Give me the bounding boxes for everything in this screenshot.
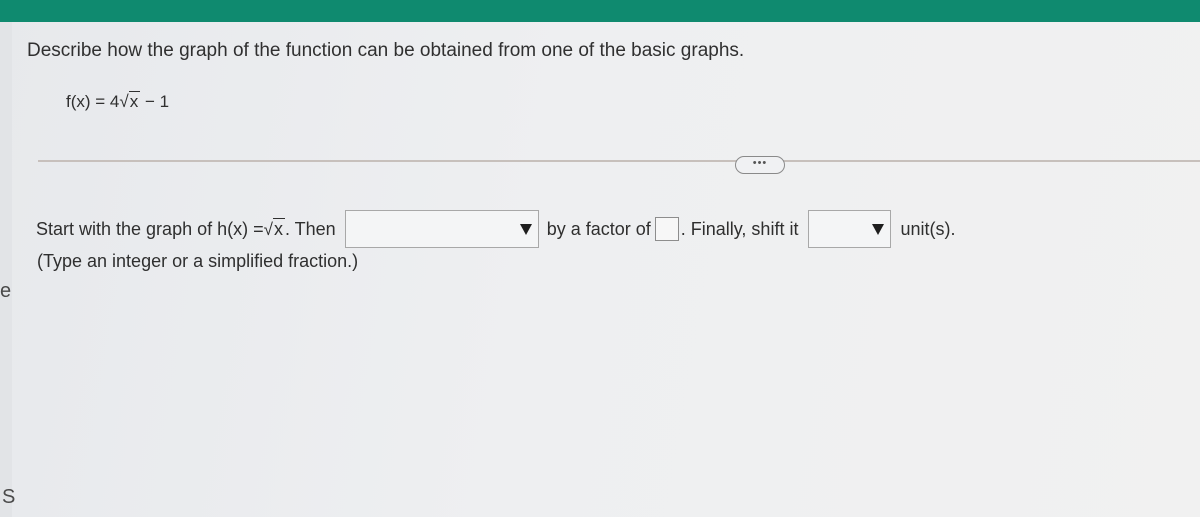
answer-sentence [36, 208, 955, 250]
more-options-button[interactable]: ••• [735, 156, 785, 174]
formula-lhs: f(x) = 4 [66, 92, 120, 111]
edge-glyph-e: e [0, 280, 12, 302]
left-edge-panel [0, 22, 16, 517]
dropdown-arrow-icon [520, 224, 532, 235]
formula-radicand: x [129, 92, 139, 111]
radical-sign: √ [263, 219, 273, 239]
answer-intro: Start with the graph of h(x) = [36, 218, 264, 239]
formula-rest: − 1 [140, 92, 170, 111]
finally-text: . Finally, shift it [680, 218, 799, 239]
then-text: . Then [284, 218, 336, 239]
top-header-bar [0, 0, 1200, 22]
intro-radicand: x [273, 218, 283, 239]
answer-hint: (Type an integer or a simplified fraction.) [37, 251, 359, 271]
section-divider [38, 160, 1200, 162]
factor-text: by a factor of [546, 218, 651, 239]
edge-glyph-s: S [2, 486, 16, 508]
formula-sqrt [119, 92, 140, 112]
function-formula [66, 92, 169, 112]
transformation-select[interactable] [345, 210, 539, 248]
shift-direction-select[interactable] [808, 210, 891, 248]
factor-input[interactable] [655, 217, 679, 241]
radical-sign: √ [119, 92, 129, 111]
intro-sqrt [264, 219, 285, 240]
dropdown-arrow-icon [872, 224, 884, 235]
units-text: unit(s). [900, 218, 956, 239]
question-prompt: Describe how the graph of the function can be obtained from one of the basic graphs. [27, 40, 745, 61]
